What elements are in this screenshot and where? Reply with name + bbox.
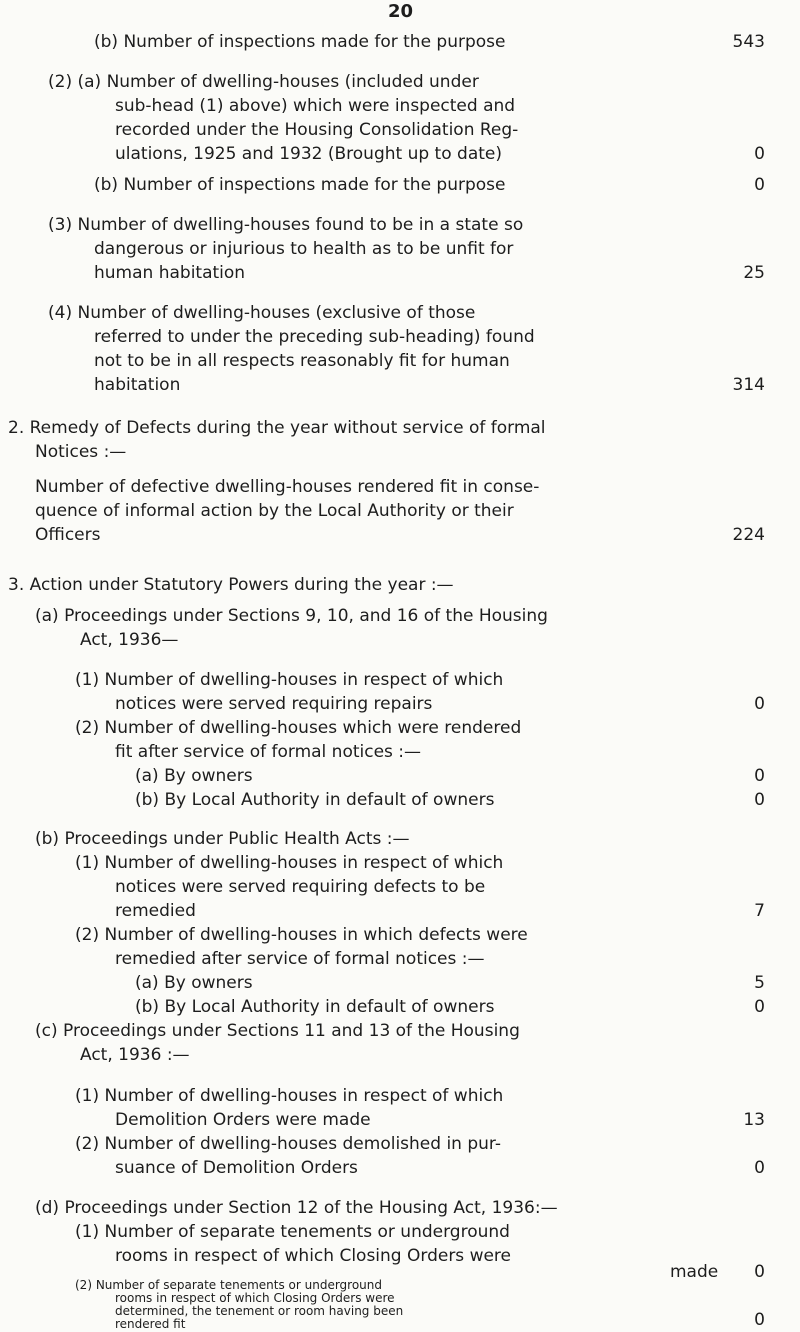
text-line: (2) Number of dwelling-houses which were rendered xyxy=(75,718,522,738)
text-line: (2) (a) Number of dwelling-houses (included under xyxy=(48,72,479,92)
value: 0 xyxy=(754,175,765,195)
value: 0 xyxy=(754,766,765,786)
text-line: rooms in respect of which Closing Orders were xyxy=(115,1291,395,1305)
value: 0 xyxy=(754,144,765,164)
text-line: (3) Number of dwelling-houses found to be in a state so xyxy=(48,215,524,235)
text-line: habitation xyxy=(94,375,181,395)
text-line: (1) Number of dwelling-houses in respect of which xyxy=(75,853,504,873)
value: 0 xyxy=(754,1158,765,1178)
text-line: rendered fit xyxy=(115,1317,186,1331)
text-line: (1) Number of dwelling-houses in respect of which xyxy=(75,670,504,690)
text-line: suance of Demolition Orders xyxy=(115,1158,358,1178)
text-line: Number of defective dwelling-houses rendered fit in conse- xyxy=(35,477,540,497)
value: 7 xyxy=(754,901,765,921)
text-line: quence of informal action by the Local Authority or their xyxy=(35,501,514,521)
text-line: notices were served requiring repairs xyxy=(115,694,433,714)
text-line: Officers xyxy=(35,525,101,545)
text-line: (4) Number of dwelling-houses (exclusive of those xyxy=(48,303,476,323)
text-line: (b) By Local Authority in default of owners xyxy=(135,997,495,1017)
text-line: sub-head (1) above) which were inspected and xyxy=(115,96,516,116)
text-line: determined, the tenement or room having been xyxy=(115,1304,404,1318)
text-line: Act, 1936— xyxy=(80,630,179,650)
value: 13 xyxy=(743,1110,765,1130)
value: 0 xyxy=(754,1262,765,1282)
text-line: (1) Number of dwelling-houses in respect of which xyxy=(75,1086,504,1106)
section-heading: 3. Action under Statutory Powers during the year :— xyxy=(8,575,454,595)
text-line: ulations, 1925 and 1932 (Brought up to date) xyxy=(115,144,502,164)
text-line: (b) Proceedings under Public Health Acts :— xyxy=(35,829,410,849)
section-heading: 2. Remedy of Defects during the year without service of formal xyxy=(8,418,546,438)
text-line: Notices :— xyxy=(35,442,127,462)
text-line: (b) By Local Authority in default of owners xyxy=(135,790,495,810)
value: 0 xyxy=(754,790,765,810)
page-number: 20 xyxy=(388,1,414,22)
value: 224 xyxy=(732,525,765,545)
text-line: Demolition Orders were made xyxy=(115,1110,371,1130)
value: 543 xyxy=(732,32,765,52)
text-line: remedied after service of formal notices :— xyxy=(115,949,485,969)
value: 0 xyxy=(754,997,765,1017)
text-line: referred to under the preceding sub-heading) found xyxy=(94,327,535,347)
text-line: (d) Proceedings under Section 12 of the Housing Act, 1936:— xyxy=(35,1198,558,1218)
text-line: (a) Proceedings under Sections 9, 10, and 16 of the Housing xyxy=(35,606,548,626)
text-line: dangerous or injurious to health as to be unfit for xyxy=(94,239,514,259)
value: 0 xyxy=(754,1310,765,1330)
text-line: (a) By owners xyxy=(135,973,253,993)
text-line: (2) Number of dwelling-houses in which defects were xyxy=(75,925,528,945)
value: 314 xyxy=(732,375,765,395)
text-line: (b) Number of inspections made for the purpose xyxy=(94,175,506,195)
text-line: rooms in respect of which Closing Orders were xyxy=(115,1246,512,1266)
text-line: not to be in all respects reasonably fit for human xyxy=(94,351,510,371)
text-line: (b) Number of inspections made for the purpose xyxy=(94,32,506,52)
text-line: (c) Proceedings under Sections 11 and 13 of the Housing xyxy=(35,1021,520,1041)
text-line: recorded under the Housing Consolidation Reg- xyxy=(115,120,519,140)
text-line: (2) Number of dwelling-houses demolished in pur- xyxy=(75,1134,501,1154)
text-line: remedied xyxy=(115,901,196,921)
text-line: (1) Number of separate tenements or underground xyxy=(75,1222,510,1242)
text-line: notices were served requiring defects to be xyxy=(115,877,486,897)
value: 25 xyxy=(743,263,765,283)
text-line: (2) Number of separate tenements or underground xyxy=(75,1278,383,1292)
value: 0 xyxy=(754,694,765,714)
text-line: human habitation xyxy=(94,263,246,283)
text-line: Act, 1936 :— xyxy=(80,1045,190,1065)
text-line: fit after service of formal notices :— xyxy=(115,742,422,762)
text-line: (a) By owners xyxy=(135,766,253,786)
text-line: made xyxy=(670,1262,719,1282)
value: 5 xyxy=(754,973,765,993)
